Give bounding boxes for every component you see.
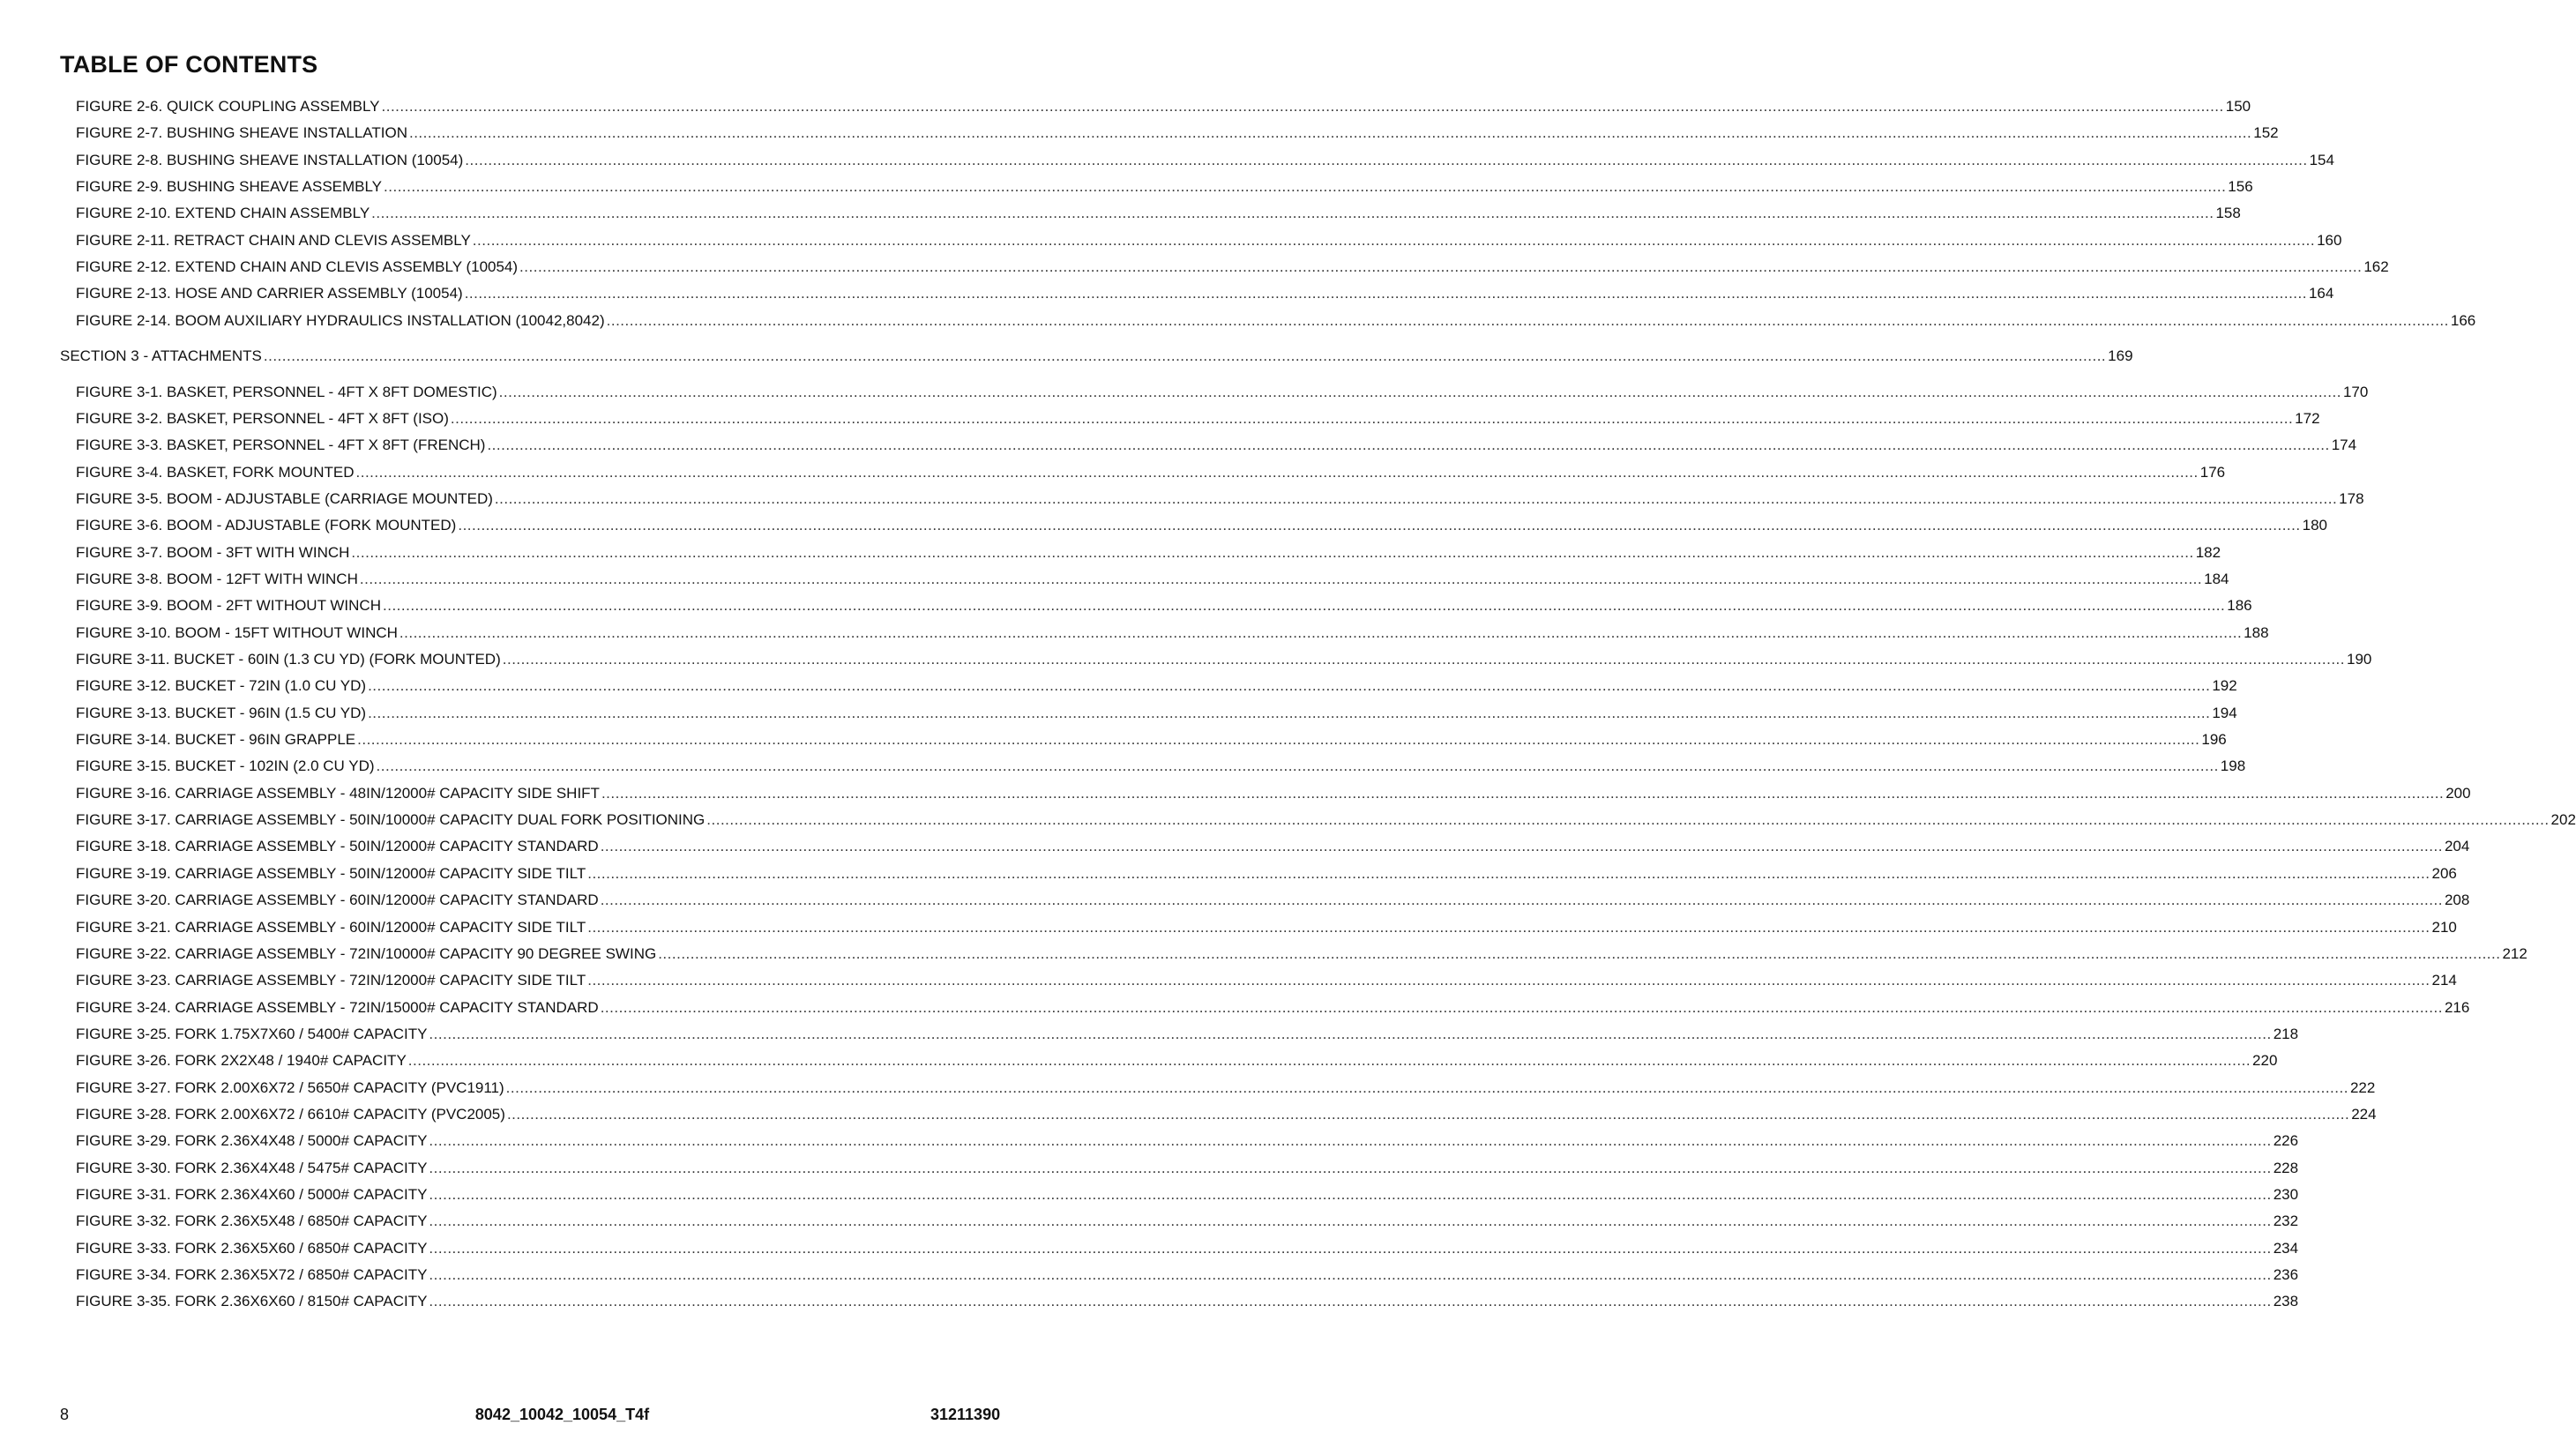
dot-leader: ................................................................................................................................................................................................................................................................................................................................................................................................................ xyxy=(487,436,2330,453)
toc-figure-entry[interactable] xyxy=(76,97,2251,116)
toc-figure-entry[interactable] xyxy=(76,231,2342,250)
dot-leader: ................................................................................................................................................................................................................................................................................................................................................................................................................ xyxy=(658,945,2501,962)
toc-figure-entry[interactable] xyxy=(76,204,2241,223)
dot-leader: ................................................................................................................................................................................................................................................................................................................................................................................................................ xyxy=(464,285,2307,302)
toc-figure-entry[interactable] xyxy=(76,1292,2299,1311)
toc-entry-page: 236 xyxy=(2273,1266,2299,1283)
toc-entry-label: FIGURE 3-21. CARRIAGE ASSEMBLY - 60IN/12000# CAPACITY SIDE TILT xyxy=(76,919,586,936)
toc-entry-page: 156 xyxy=(2228,178,2253,195)
toc-figure-entry[interactable] xyxy=(76,489,2364,509)
toc-figure-entry[interactable] xyxy=(76,436,2357,455)
dot-leader: ................................................................................................................................................................................................................................................................................................................................................................................................................ xyxy=(600,999,2443,1016)
dot-leader: ................................................................................................................................................................................................................................................................................................................................................................................................................ xyxy=(429,1132,2272,1149)
toc-entry-label: FIGURE 2-13. HOSE AND CARRIER ASSEMBLY (10054) xyxy=(76,285,463,302)
toc-entry-page: 232 xyxy=(2273,1212,2299,1229)
dot-leader: ................................................................................................................................................................................................................................................................................................................................................................................................................ xyxy=(407,1052,2251,1069)
toc-entry-label: FIGURE 3-19. CARRIAGE ASSEMBLY - 50IN/12000# CAPACITY SIDE TILT xyxy=(76,865,586,882)
toc-entry-page: 182 xyxy=(2195,544,2221,561)
toc-figure-entry[interactable] xyxy=(76,837,2470,856)
toc-entry-page: 208 xyxy=(2444,892,2470,908)
toc-figure-entry[interactable] xyxy=(76,730,2227,750)
toc-entry-label: FIGURE 3-23. CARRIAGE ASSEMBLY - 72IN/12000# CAPACITY SIDE TILT xyxy=(76,972,586,989)
toc-figure-entry[interactable] xyxy=(76,918,2457,937)
dot-leader: ................................................................................................................................................................................................................................................................................................................................................................................................................ xyxy=(606,312,2449,329)
dot-leader: ................................................................................................................................................................................................................................................................................................................................................................................................................ xyxy=(600,838,2443,854)
toc-figure-entry[interactable] xyxy=(76,463,2226,482)
toc-section-entry[interactable] xyxy=(60,347,2133,366)
dot-leader: ................................................................................................................................................................................................................................................................................................................................................................................................................ xyxy=(381,98,2224,115)
dot-leader: ................................................................................................................................................................................................................................................................................................................................................................................................................ xyxy=(429,1212,2272,1229)
toc-entry-label: FIGURE 3-30. FORK 2.36X4X48 / 5475# CAPACITY xyxy=(76,1160,428,1176)
dot-leader: ................................................................................................................................................................................................................................................................................................................................................................................................................ xyxy=(383,597,2226,614)
toc-entry-label: FIGURE 3-20. CARRIAGE ASSEMBLY - 60IN/12000# CAPACITY STANDARD xyxy=(76,892,599,908)
dot-leader: ................................................................................................................................................................................................................................................................................................................................................................................................................ xyxy=(502,651,2346,668)
toc-entry-label: FIGURE 3-14. BUCKET - 96IN GRAPPLE xyxy=(76,731,356,748)
dot-leader: ................................................................................................................................................................................................................................................................................................................................................................................................................ xyxy=(587,972,2430,989)
toc-figure-entry[interactable] xyxy=(76,650,2372,669)
toc-entry-page: 176 xyxy=(2199,464,2226,481)
toc-entry-label: FIGURE 2-7. BUSHING SHEAVE INSTALLATION xyxy=(76,124,407,141)
dot-leader: ................................................................................................................................................................................................................................................................................................................................................................................................................ xyxy=(472,232,2316,249)
toc-entry-label: FIGURE 3-1. BASKET, PERSONNEL - 4FT X 8FT DOMESTIC) xyxy=(76,384,497,400)
toc-figure-entry[interactable] xyxy=(76,1025,2299,1044)
toc-entry-page: 224 xyxy=(2351,1106,2377,1123)
toc-entry-label: FIGURE 3-5. BOOM - ADJUSTABLE (CARRIAGE MOUNTED) xyxy=(76,490,493,507)
toc-entry-label: FIGURE 2-10. EXTEND CHAIN ASSEMBLY xyxy=(76,205,370,221)
dot-leader: ................................................................................................................................................................................................................................................................................................................................................................................................................ xyxy=(458,517,2301,534)
toc-entry-label: FIGURE 3-33. FORK 2.36X5X60 / 6850# CAPACITY xyxy=(76,1240,428,1257)
toc-figure-entry[interactable] xyxy=(76,516,2327,535)
toc-entry-page: 206 xyxy=(2431,865,2457,882)
dot-leader: ................................................................................................................................................................................................................................................................................................................................................................................................................ xyxy=(357,731,2200,748)
dot-leader: ................................................................................................................................................................................................................................................................................................................................................................................................................ xyxy=(399,624,2243,641)
toc-entry-label: FIGURE 3-18. CARRIAGE ASSEMBLY - 50IN/12000# CAPACITY STANDARD xyxy=(76,838,599,854)
toc-entry-label: FIGURE 3-26. FORK 2X2X48 / 1940# CAPACITY xyxy=(76,1052,407,1069)
toc-figure-entry[interactable] xyxy=(76,570,2229,589)
toc-entry-label: FIGURE 3-25. FORK 1.75X7X60 / 5400# CAPACITY xyxy=(76,1026,428,1042)
dot-leader: ................................................................................................................................................................................................................................................................................................................................................................................................................ xyxy=(429,1293,2272,1310)
toc-entry-label: FIGURE 3-13. BUCKET - 96IN (1.5 CU YD) xyxy=(76,705,367,721)
toc-entry-page: 192 xyxy=(2212,677,2237,694)
toc-figure-entry[interactable] xyxy=(76,891,2470,910)
toc-entry-label: SECTION 3 - ATTACHMENTS xyxy=(60,347,262,364)
toc-entry-label: FIGURE 2-6. QUICK COUPLING ASSEMBLY xyxy=(76,98,380,115)
toc-figure-entry[interactable] xyxy=(76,1159,2299,1178)
toc-entry-page: 158 xyxy=(2215,205,2241,221)
toc-entry-label: FIGURE 3-7. BOOM - 3FT WITH WINCH xyxy=(76,544,350,561)
dot-leader: ................................................................................................................................................................................................................................................................................................................................................................................................................ xyxy=(359,571,2203,587)
toc-entry-page: 188 xyxy=(2244,624,2269,641)
toc-figure-entry[interactable] xyxy=(76,1239,2299,1258)
dot-leader: ................................................................................................................................................................................................................................................................................................................................................................................................................ xyxy=(371,205,2214,221)
toc-entry-label: FIGURE 3-8. BOOM - 12FT WITH WINCH xyxy=(76,571,358,587)
toc-entry-label: FIGURE 3-2. BASKET, PERSONNEL - 4FT X 8FT (ISO) xyxy=(76,410,449,427)
toc-entry-page: 190 xyxy=(2347,651,2372,668)
toc-figure-entry[interactable] xyxy=(76,1265,2299,1285)
toc-figure-entry[interactable] xyxy=(76,784,2471,803)
dot-leader: ................................................................................................................................................................................................................................................................................................................................................................................................................ xyxy=(600,892,2443,908)
dot-leader: ................................................................................................................................................................................................................................................................................................................................................................................................................ xyxy=(706,811,2550,828)
dot-leader: ................................................................................................................................................................................................................................................................................................................................................................................................................ xyxy=(429,1186,2272,1203)
toc-entry-page: 228 xyxy=(2273,1160,2299,1176)
toc-figure-entry[interactable] xyxy=(76,998,2470,1018)
toc-entry-page: 222 xyxy=(2349,1079,2376,1096)
footer-doc-number: 31211390 xyxy=(930,1406,1001,1423)
dot-leader: ................................................................................................................................................................................................................................................................................................................................................................................................................ xyxy=(450,410,2294,427)
toc-entry-page: 166 xyxy=(2450,312,2476,329)
toc-figure-entry[interactable] xyxy=(76,257,2389,277)
toc-figure-entry[interactable] xyxy=(76,676,2237,696)
toc-entry-label: FIGURE 3-4. BASKET, FORK MOUNTED xyxy=(76,464,355,481)
toc-entry-page: 220 xyxy=(2252,1052,2278,1069)
dot-leader: ................................................................................................................................................................................................................................................................................................................................................................................................................ xyxy=(429,1240,2272,1257)
toc-entry-page: 184 xyxy=(2204,571,2229,587)
toc-figure-entry[interactable] xyxy=(76,596,2252,616)
toc-entry-page: 202 xyxy=(2550,811,2576,828)
toc-entry-label: FIGURE 2-11. RETRACT CHAIN AND CLEVIS ASSEMBLY xyxy=(76,232,471,249)
toc-figure-entry[interactable] xyxy=(76,1051,2278,1071)
toc-entry-page: 194 xyxy=(2212,705,2237,721)
toc-entry-label: FIGURE 3-35. FORK 2.36X6X60 / 8150# CAPACITY xyxy=(76,1293,428,1310)
toc-entry-page: 200 xyxy=(2445,785,2471,802)
dot-leader: ................................................................................................................................................................................................................................................................................................................................................................................................................ xyxy=(429,1160,2272,1176)
toc-figure-entry[interactable] xyxy=(76,1212,2299,1231)
dot-leader: ................................................................................................................................................................................................................................................................................................................................................................................................................ xyxy=(506,1106,2350,1123)
toc-entry-page: 164 xyxy=(2308,285,2334,302)
toc-entry-page: 204 xyxy=(2444,838,2470,854)
toc-figure-entry[interactable] xyxy=(76,864,2457,884)
toc-figure-entry[interactable] xyxy=(76,383,2369,402)
dot-leader: ................................................................................................................................................................................................................................................................................................................................................................................................................ xyxy=(505,1079,2348,1096)
toc-entry-page: 178 xyxy=(2339,490,2364,507)
toc-entry-page: 152 xyxy=(2253,124,2279,141)
toc-entry-page: 210 xyxy=(2431,919,2457,936)
toc-entry-label: FIGURE 3-16. CARRIAGE ASSEMBLY - 48IN/12000# CAPACITY SIDE SHIFT xyxy=(76,785,600,802)
toc-entry-label: FIGURE 3-29. FORK 2.36X4X48 / 5000# CAPACITY xyxy=(76,1132,428,1149)
toc-figure-entry[interactable] xyxy=(76,123,2279,143)
toc-entry-page: 169 xyxy=(2108,347,2133,364)
toc-entry-page: 230 xyxy=(2273,1186,2299,1203)
toc-entry-page: 198 xyxy=(2220,757,2246,774)
dot-leader: ................................................................................................................................................................................................................................................................................................................................................................................................................ xyxy=(368,677,2211,694)
dot-leader: ................................................................................................................................................................................................................................................................................................................................................................................................................ xyxy=(384,178,2227,195)
toc-entry-page: 170 xyxy=(2342,384,2369,400)
dot-leader: ................................................................................................................................................................................................................................................................................................................................................................................................................ xyxy=(408,124,2252,141)
toc-entry-label: FIGURE 2-8. BUSHING SHEAVE INSTALLATION (10054) xyxy=(76,152,464,168)
toc-figure-entry[interactable] xyxy=(76,623,2269,643)
toc-entry-label: FIGURE 3-24. CARRIAGE ASSEMBLY - 72IN/15000# CAPACITY STANDARD xyxy=(76,999,599,1016)
dot-leader: ................................................................................................................................................................................................................................................................................................................................................................................................................ xyxy=(429,1266,2272,1283)
toc-entry-page: 160 xyxy=(2317,232,2342,249)
toc-entry-label: FIGURE 3-31. FORK 2.36X4X60 / 5000# CAPACITY xyxy=(76,1186,428,1203)
footer-page-number: 8 xyxy=(60,1406,70,1423)
dot-leader: ................................................................................................................................................................................................................................................................................................................................................................................................................ xyxy=(355,464,2199,481)
dot-leader: ................................................................................................................................................................................................................................................................................................................................................................................................................ xyxy=(465,152,2308,168)
toc-entry-page: 196 xyxy=(2201,731,2227,748)
toc-entry-page: 180 xyxy=(2302,517,2327,534)
dot-leader: ................................................................................................................................................................................................................................................................................................................................................................................................................ xyxy=(351,544,2194,561)
toc-figure-entry[interactable] xyxy=(76,944,2527,964)
toc-figure-entry[interactable] xyxy=(76,311,2476,331)
toc-figure-entry[interactable] xyxy=(76,1131,2299,1151)
toc-entry-label: FIGURE 3-12. BUCKET - 72IN (1.0 CU YD) xyxy=(76,677,367,694)
toc-entry-page: 238 xyxy=(2273,1293,2299,1310)
toc-entry-page: 150 xyxy=(2225,98,2251,115)
toc-figure-entry[interactable] xyxy=(76,177,2253,197)
toc-entry-page: 226 xyxy=(2273,1132,2299,1149)
toc-figure-entry[interactable] xyxy=(76,704,2237,723)
toc-entry-label: FIGURE 3-27. FORK 2.00X6X72 / 5650# CAPACITY (PVC1911) xyxy=(76,1079,504,1096)
toc-entry-label: FIGURE 2-9. BUSHING SHEAVE ASSEMBLY xyxy=(76,178,383,195)
dot-leader: ................................................................................................................................................................................................................................................................................................................................................................................................................ xyxy=(429,1026,2272,1042)
dot-leader: ................................................................................................................................................................................................................................................................................................................................................................................................................ xyxy=(587,919,2430,936)
toc-figure-entry[interactable] xyxy=(76,971,2457,990)
dot-leader: ................................................................................................................................................................................................................................................................................................................................................................................................................ xyxy=(601,785,2445,802)
toc-entry-label: FIGURE 3-34. FORK 2.36X5X72 / 6850# CAPACITY xyxy=(76,1266,428,1283)
toc-entry-label: FIGURE 3-22. CARRIAGE ASSEMBLY - 72IN/10000# CAPACITY 90 DEGREE SWING xyxy=(76,945,657,962)
toc-entry-label: FIGURE 3-28. FORK 2.00X6X72 / 6610# CAPACITY (PVC2005) xyxy=(76,1106,505,1123)
dot-leader: ................................................................................................................................................................................................................................................................................................................................................................................................................ xyxy=(587,865,2430,882)
dot-leader: ................................................................................................................................................................................................................................................................................................................................................................................................................ xyxy=(368,705,2211,721)
toc-entry-page: 174 xyxy=(2331,436,2357,453)
toc-figure-entry[interactable] xyxy=(76,757,2246,776)
page-title: TABLE OF CONTENTS xyxy=(60,51,318,78)
toc-entry-label: FIGURE 3-9. BOOM - 2FT WITHOUT WINCH xyxy=(76,597,381,614)
toc-entry-page: 154 xyxy=(2309,152,2334,168)
dot-leader: ................................................................................................................................................................................................................................................................................................................................................................................................................ xyxy=(494,490,2338,507)
toc-entry-label: FIGURE 3-17. CARRIAGE ASSEMBLY - 50IN/10000# CAPACITY DUAL FORK POSITIONING xyxy=(76,811,706,828)
toc-entry-label: FIGURE 3-15. BUCKET - 102IN (2.0 CU YD) xyxy=(76,757,375,774)
dot-leader: ................................................................................................................................................................................................................................................................................................................................................................................................................ xyxy=(519,258,2363,275)
toc-entry-label: FIGURE 3-3. BASKET, PERSONNEL - 4FT X 8FT (FRENCH) xyxy=(76,436,486,453)
toc-entry-page: 234 xyxy=(2273,1240,2299,1257)
toc-entry-page: 162 xyxy=(2363,258,2389,275)
toc-entry-page: 214 xyxy=(2431,972,2457,989)
toc-entry-label: FIGURE 3-10. BOOM - 15FT WITHOUT WINCH xyxy=(76,624,398,641)
footer-model: 8042_10042_10054_T4f xyxy=(474,1406,650,1423)
toc-entry-label: FIGURE 2-12. EXTEND CHAIN AND CLEVIS ASSEMBLY (10054) xyxy=(76,258,519,275)
toc-entry-page: 212 xyxy=(2502,945,2527,962)
toc-figure-entry[interactable] xyxy=(76,543,2221,563)
toc-figure-entry[interactable] xyxy=(76,1078,2376,1098)
dot-leader: ................................................................................................................................................................................................................................................................................................................................................................................................................ xyxy=(376,757,2219,774)
toc-figure-entry[interactable] xyxy=(76,151,2334,170)
toc-figure-entry[interactable] xyxy=(76,1105,2377,1124)
toc-entry-page: 218 xyxy=(2273,1026,2299,1042)
dot-leader: ................................................................................................................................................................................................................................................................................................................................................................................................................ xyxy=(263,347,2107,364)
toc-entry-page: 172 xyxy=(2295,410,2320,427)
toc-figure-entry[interactable] xyxy=(76,810,2576,830)
toc-entry-label: FIGURE 3-11. BUCKET - 60IN (1.3 CU YD) (FORK MOUNTED) xyxy=(76,651,501,668)
dot-leader: ................................................................................................................................................................................................................................................................................................................................................................................................................ xyxy=(498,384,2341,400)
toc-entry-label: FIGURE 2-14. BOOM AUXILIARY HYDRAULICS INSTALLATION (10042,8042) xyxy=(76,312,605,329)
toc-entry-page: 216 xyxy=(2444,999,2470,1016)
toc-figure-entry[interactable] xyxy=(76,409,2320,429)
toc-entry-page: 186 xyxy=(2227,597,2252,614)
toc-figure-entry[interactable] xyxy=(76,284,2334,303)
toc-entry-label: FIGURE 3-6. BOOM - ADJUSTABLE (FORK MOUNTED) xyxy=(76,517,457,534)
toc-figure-entry[interactable] xyxy=(76,1185,2299,1205)
toc-entry-label: FIGURE 3-32. FORK 2.36X5X48 / 6850# CAPACITY xyxy=(76,1212,428,1229)
